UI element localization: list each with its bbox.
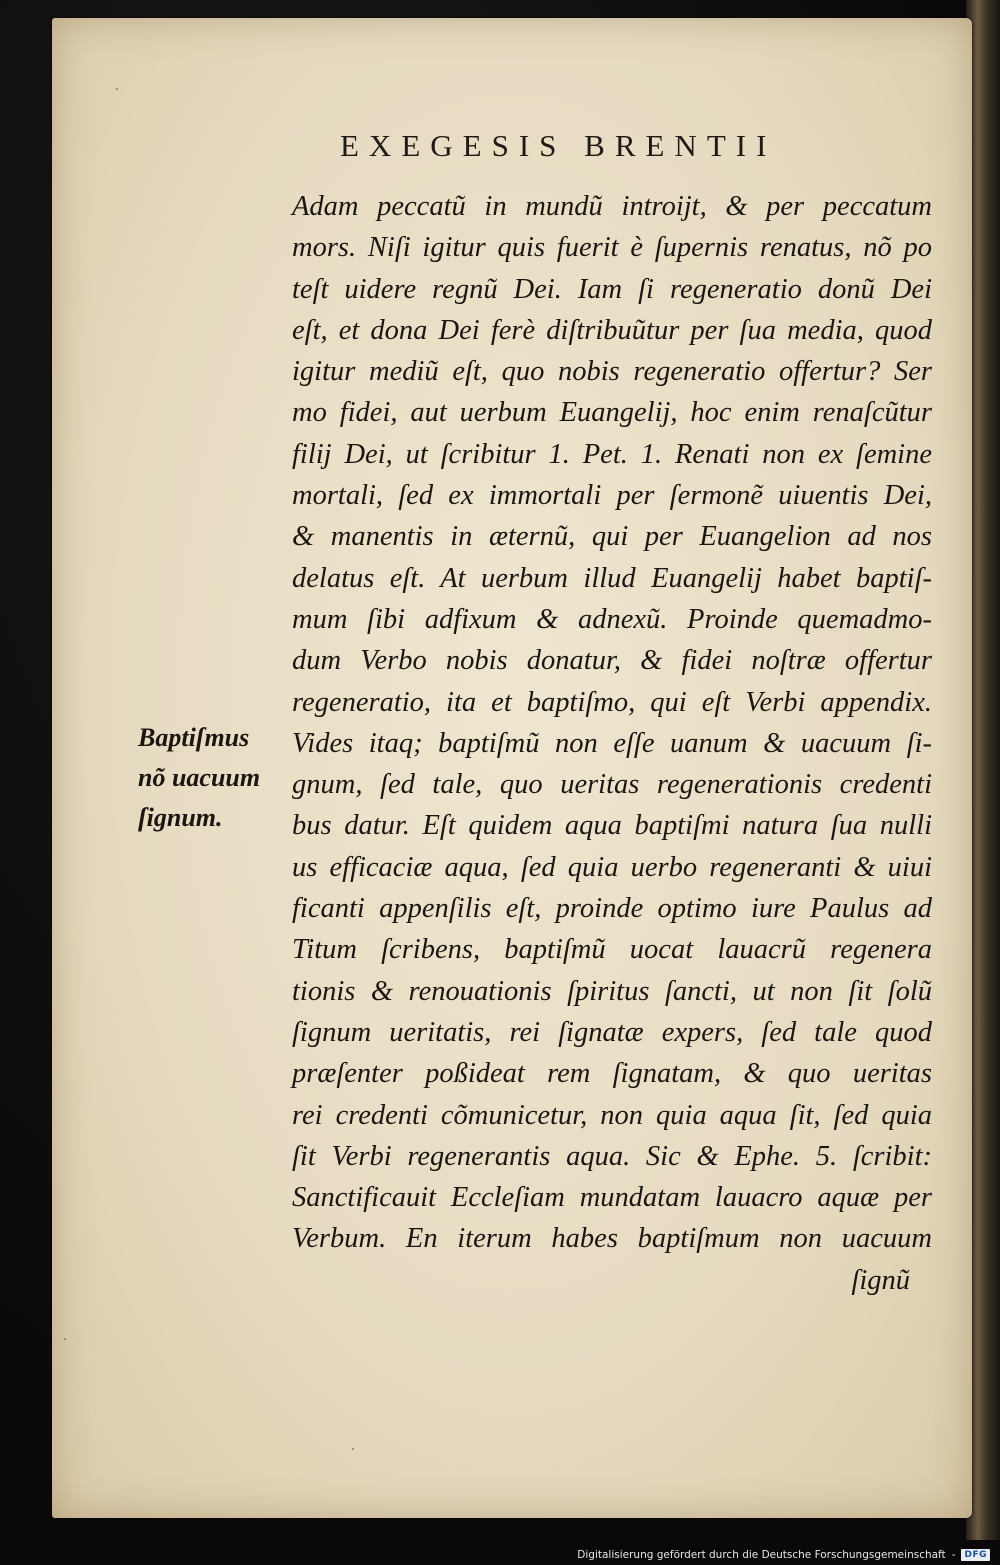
text-line: ficanti appenſilis eſt, proinde optimo iure Paulus ad (292, 893, 932, 925)
body-text (292, 186, 932, 1301)
text-line: us efficaciæ aqua, ſed quia uerbo regeneranti & uiui (292, 851, 932, 883)
footer-credit-text: Digitalisierung gefördert durch die Deutsche Forschungsgemeinschaft (577, 1549, 946, 1561)
text-line: igitur mediũ eſt, quo nobis regeneratio offertur? Ser (292, 356, 932, 388)
text-line: bus datur. Eſt quidem aqua baptiſmi natura ſua nulli (292, 810, 932, 842)
text-line: Verbum. En iterum habes baptiſmum non uacuum (292, 1223, 932, 1255)
text-line: mo fidei, aut uerbum Euangelij, hoc enim renaſcũtur (292, 397, 932, 429)
marginal-note-line: nõ uacuum (138, 763, 261, 792)
running-head: EXEGESIS BRENTII (340, 128, 777, 163)
text-line: & manentis in æternũ, qui per Euangelion ad nos (292, 521, 932, 553)
marginal-note-line: Baptiſmus (138, 723, 250, 752)
catchword: ſignũ (851, 1264, 910, 1296)
text-line: mum ſibi adfixum & adnexũ. Proinde quemadmo- (292, 603, 932, 635)
text-line: regeneratio, ita et baptiſmo, qui eſt Verbi appendix. (292, 686, 932, 718)
digitization-footer (577, 1549, 990, 1561)
text-line: gnum, ſed tale, quo ueritas regenerationis credenti (292, 769, 932, 801)
text-line: Vides itaq; baptiſmũ non eſſe uanum & uacuum ſi- (292, 727, 932, 759)
text-line: ſit Verbi regenerantis aqua. Sic & Ephe. 5. ſcribit: (292, 1140, 932, 1172)
page-speck (352, 1448, 354, 1450)
text-line: teſt uidere regnũ Dei. Iam ſi regeneratio donũ Dei (292, 273, 932, 305)
text-line: filij Dei, ut ſcribitur 1. Pet. 1. Renati non ex ſemine (292, 438, 932, 470)
text-line: præſenter poßideat rem ſignatam, & quo ueritas (292, 1058, 932, 1090)
marginal-note-line: ſignum. (138, 803, 223, 832)
text-line: dum Verbo nobis donatur, & fidei noſtræ offertur (292, 645, 932, 677)
marginal-note (138, 718, 288, 838)
text-line: mortali, ſed ex immortali per ſermonẽ uiuentis Dei, (292, 480, 932, 512)
text-line: Sanctificauit Eccleſiam mundatam lauacro aquæ per (292, 1182, 932, 1214)
dfg-logo[interactable]: DFG (961, 1549, 990, 1561)
text-line: eſt, et dona Dei ferè diſtribuũtur per ſua media, quod (292, 314, 932, 346)
page-speck (116, 88, 118, 90)
text-line: delatus eſt. At uerbum illud Euangelij habet baptiſ- (292, 562, 932, 594)
text-line: rei credenti cõmunicetur, non quia aqua ſit, ſed quia (292, 1099, 932, 1131)
text-line: Titum ſcribens, baptiſmũ uocat lauacrũ regenera (292, 934, 932, 966)
text-line: tionis & renouationis ſpiritus ſancti, ut non ſit ſolũ (292, 975, 932, 1007)
text-line: ſignum ueritatis, rei ſignatæ expers, ſed tale quod (292, 1016, 932, 1048)
page-speck (64, 1338, 66, 1340)
text-line: mors. Niſi igitur quis fuerit è ſupernis renatus, nõ po (292, 232, 932, 264)
footer-separator: - (951, 1549, 956, 1561)
text-line: Adam peccatũ in mundũ introijt, & per peccatum (292, 191, 932, 222)
